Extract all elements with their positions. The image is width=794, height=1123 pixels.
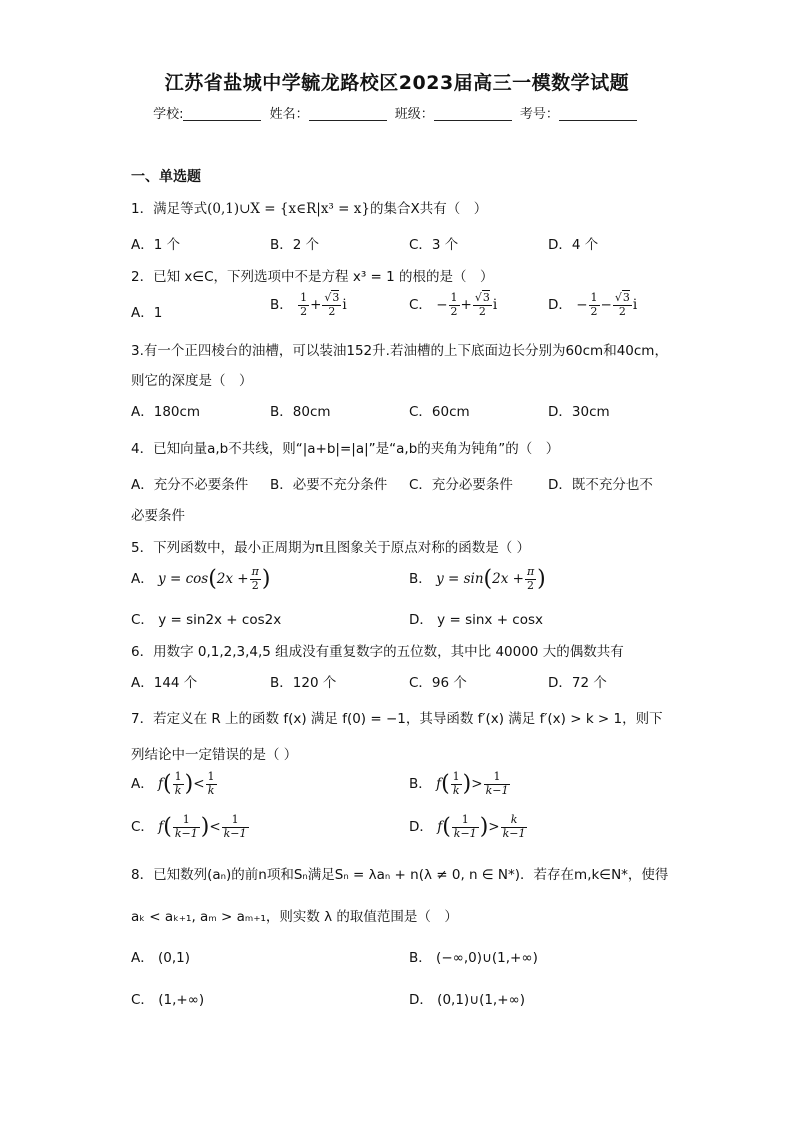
q7-option-a[interactable]: A． f( $\frac{1}{k}$ )< $\frac{1}{k}$ bbox=[131, 770, 215, 797]
q7-option-d[interactable]: D． f( $\frac{1}{k-1}$ )> $\frac{k}{k-1}$ bbox=[409, 813, 526, 840]
q4-stem: 4．已知向量a,b不共线，则“|a+b|=|a|”是“a,b的夹角为钝角”的（ ） bbox=[131, 441, 560, 457]
q8-option-b[interactable]: B． (−∞,0)∪(1,+∞) bbox=[409, 950, 538, 966]
q7-option-b[interactable]: B． f( $\frac{1}{k}$ )> $\frac{1}{k-1}$ bbox=[409, 770, 509, 797]
q3-option-c[interactable]: C．60cm bbox=[409, 404, 470, 420]
q2-stem: 2．已知 x∈C，下列选项中不是方程 x³ = 1 的根的是（ ） bbox=[131, 269, 494, 285]
q2-option-b[interactable]: B． $\frac{1}{2}$ + $\frac{√3}{2}$ i bbox=[270, 291, 347, 318]
q6-option-b[interactable]: B．120 个 bbox=[270, 675, 337, 691]
q2-option-c[interactable]: C． − $\frac{1}{2}$ + $\frac{√3}{2}$ i bbox=[409, 291, 498, 318]
q8-option-d[interactable]: D． (0,1)∪(1,+∞) bbox=[409, 992, 526, 1008]
name-label: 姓名： bbox=[269, 107, 309, 122]
q1-option-b[interactable]: B．2 个 bbox=[270, 237, 320, 253]
q1-math: (0,1)∪X = {x∈R|x³ = x} bbox=[207, 201, 370, 217]
q6-option-d[interactable]: D．72 个 bbox=[548, 675, 607, 691]
section-title: 一、单选题 bbox=[131, 169, 201, 185]
class-blank[interactable] bbox=[434, 106, 512, 121]
q8-option-c[interactable]: C． (1,+∞) bbox=[131, 992, 205, 1008]
q3-option-a[interactable]: A．180cm bbox=[131, 404, 201, 420]
q3-option-b[interactable]: B．80cm bbox=[270, 404, 331, 420]
q4-option-c[interactable]: C．充分必要条件 bbox=[409, 477, 513, 493]
q4-option-d-continued: 必要条件 bbox=[131, 508, 185, 524]
student-info-line bbox=[0, 103, 794, 122]
q4-option-a[interactable]: A．充分不必要条件 bbox=[131, 477, 249, 493]
q6-option-c[interactable]: C．96 个 bbox=[409, 675, 467, 691]
q1-stem: 1．满足等式(0,1)∪X = {x∈R|x³ = x}的集合X共有（ ） bbox=[131, 201, 488, 217]
q5-option-a[interactable]: A． y = cos(2x + $\frac{\pi}{2}$ ) bbox=[131, 565, 271, 592]
q6-stem: 6．用数字 0,1,2,3,4,5 组成没有重复数字的五位数，其中比 40000 大的偶数共有 bbox=[131, 644, 624, 660]
q2-option-a[interactable]: A．1 bbox=[131, 305, 163, 321]
q1-option-c[interactable]: C．3 个 bbox=[409, 237, 459, 253]
q5-option-c[interactable]: C． y = sin2x + cos2x bbox=[131, 612, 282, 628]
q3-option-d[interactable]: D．30cm bbox=[548, 404, 610, 420]
name-blank[interactable] bbox=[309, 106, 387, 121]
q4-option-b[interactable]: B．必要不充分条件 bbox=[270, 477, 388, 493]
class-label: 班级： bbox=[394, 107, 434, 122]
exam-no-blank[interactable] bbox=[559, 106, 637, 121]
q3-stem-line1: 3.有一个正四棱台的油槽，可以装油152升.若油槽的上下底面边长分别为60cm和40cm， bbox=[131, 343, 668, 359]
q2-option-d[interactable]: D． − $\frac{1}{2}$ − $\frac{√3}{2}$ i bbox=[548, 291, 638, 318]
school-blank[interactable] bbox=[183, 106, 261, 121]
q5-option-d[interactable]: D． y = sinx + cosx bbox=[409, 612, 543, 628]
q7-stem-line2: 列结论中一定错误的是（ ） bbox=[131, 747, 298, 763]
q5-option-b[interactable]: B． y = sin(2x + $\frac{\pi}{2}$ ) bbox=[409, 565, 546, 592]
q1-option-a[interactable]: A．1 个 bbox=[131, 237, 181, 253]
q7-option-c[interactable]: C． f( $\frac{1}{k-1}$ )< $\frac{1}{k-1}$ bbox=[131, 813, 247, 840]
q5-stem: 5．下列函数中，最小正周期为π且图象关于原点对称的函数是（ ） bbox=[131, 540, 531, 556]
q8-stem-line1: 8．已知数列(aₙ)的前n项和Sₙ满足Sₙ = λaₙ + n(λ ≠ 0, n ∈ N*)．若存在m,k∈N*，使得 bbox=[131, 867, 669, 883]
school-label: 学校: bbox=[153, 107, 184, 122]
q8-option-a[interactable]: A． (0,1) bbox=[131, 950, 191, 966]
q4-option-d[interactable]: D．既不充分也不 bbox=[548, 477, 653, 493]
exam-title: 江苏省盐城中学毓龙路校区2023届高三一模数学试题 bbox=[164, 72, 630, 94]
q8-stem-line2: aₖ < aₖ₊₁, aₘ > aₘ₊₁，则实数 λ 的取值范围是（ ） bbox=[131, 909, 458, 925]
q1-option-d[interactable]: D．4 个 bbox=[548, 237, 599, 253]
q6-option-a[interactable]: A．144 个 bbox=[131, 675, 198, 691]
q7-stem-line1: 7．若定义在 R 上的函数 f(x) 满足 f(0) = −1，其导函数 f′(x) 满足 f′(x) > k > 1，则下 bbox=[131, 711, 663, 727]
exam-no-label: 考号： bbox=[519, 107, 559, 122]
q3-stem-line2: 则它的深度是（ ） bbox=[131, 373, 253, 389]
